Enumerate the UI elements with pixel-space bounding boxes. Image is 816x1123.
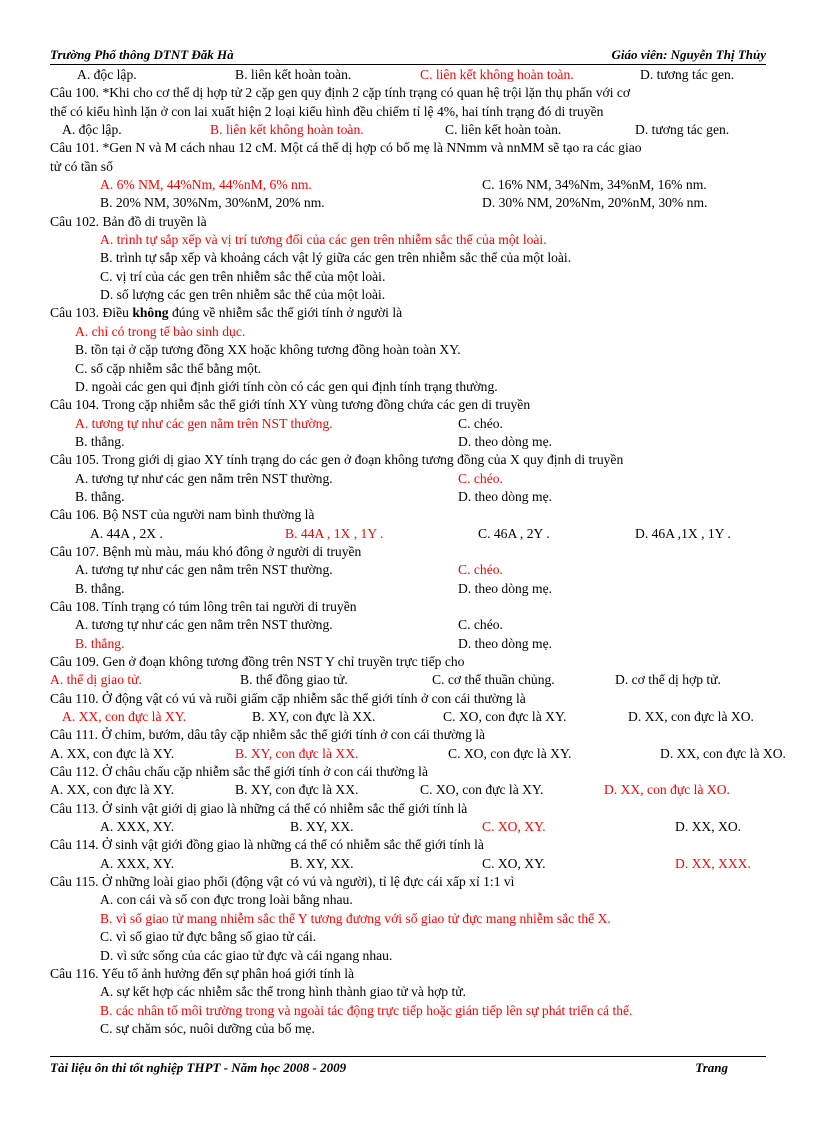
text-line <box>50 84 780 102</box>
text-segment: thể có kiểu hình lặn ở con lai xuất hiện 2 loại kiểu hình đều chiếm tỉ lệ 4%, hai tính trạng đó di truyền <box>50 103 604 119</box>
text-line <box>50 213 780 231</box>
text-segment: D. 46A ,1X , 1Y . <box>635 525 731 541</box>
text-segment: Câu 105. Trong giới dị giao XY tính trạng do các gen ở đoạn không tương đồng của X quy định di truyền <box>50 452 624 468</box>
text-segment: B. vì số giao tử mang nhiễm sắc thể Y tương đương với số giao tử đực mang nhiễm sắc thể X. <box>100 910 611 926</box>
text-line <box>50 873 780 891</box>
text-line <box>50 947 780 965</box>
text-segment: Câu 106. Bộ NST của người nam bình thường là <box>50 507 315 523</box>
text-line <box>50 965 780 983</box>
text-segment: Câu 109. Gen ở đoạn không tương đồng trên NST Y chỉ truyền trực tiếp cho <box>50 654 465 669</box>
text-line <box>50 818 780 836</box>
text-segment: B. thẳng. <box>75 580 125 596</box>
text-segment: D. XX, con đực là XO. <box>660 745 786 761</box>
text-segment: Câu 116. Yếu tố ảnh hưởng đến sự phân hoá giới tính là <box>50 965 355 981</box>
text-segment: A. XXX, XY. <box>100 855 175 871</box>
text-segment: A. tương tự như các gen nằm trên NST thường. <box>75 470 333 486</box>
text-segment: Câu 111. Ở chim, bướm, dâu tây cặp nhiễm sắc thể giới tính ở con cái thường là <box>50 727 486 743</box>
text-segment: A. tương tự như các gen nằm trên NST thường. <box>75 415 333 431</box>
text-line <box>50 139 780 157</box>
header-rule <box>50 64 766 65</box>
text-line <box>50 708 780 726</box>
text-segment: C. XO, XY. <box>482 819 546 835</box>
text-segment: B. trình tự sắp xếp và khoảng cách vật lý giữa các gen trên nhiễm sắc thể của một loài. <box>100 250 572 266</box>
school-name: Trường Phổ thông DTNT Đăk Hà <box>50 47 234 62</box>
text-segment: A. 6% NM, 44%Nm, 44%nM, 6% nm. <box>100 177 312 193</box>
text-segment: B. XY, con đực là XX. <box>235 782 359 798</box>
text-segment: B. các nhân tố môi trường trong và ngoài tác động trực tiếp hoặc gián tiếp lên sự phát triển cá thể. <box>100 1002 633 1018</box>
text-segment: D. XX, con đực là XO. <box>628 709 754 725</box>
text-segment: B. XY, XX. <box>290 819 354 835</box>
text-segment: C. XO, con đực là XY. <box>443 709 567 725</box>
text-line <box>50 249 780 267</box>
text-segment: Câu 101. *Gen N và M cách nhau 12 cM. Một cá thể dị hợp có bố mẹ là NNmm và nnMM sẽ tạo ra các giao <box>50 140 642 156</box>
text-segment: A. thể dị giao tử. <box>50 672 142 688</box>
text-line <box>50 525 780 543</box>
text-segment: D. XX, con đực là XO. <box>604 782 730 798</box>
text-line <box>50 396 780 414</box>
text-segment: Câu 108. Tính trạng có túm lông trên tai người di truyền <box>50 598 357 614</box>
text-segment: D. theo dòng mẹ. <box>458 635 553 651</box>
text-line <box>50 103 780 121</box>
text-line <box>50 378 780 396</box>
text-segment: B. liên kết không hoàn toàn. <box>210 122 364 138</box>
text-segment: B. tồn tại ở cặp tương đồng XX hoặc không tương đồng hoàn toàn XY. <box>75 342 461 358</box>
text-segment: B. thể đồng giao tử. <box>240 672 348 688</box>
text-segment: C. XO, XY. <box>482 855 546 871</box>
text-line <box>50 635 780 653</box>
text-segment: D. vì sức sống của các giao tử đực và cái ngang nhau. <box>100 947 393 963</box>
text-segment: C. liên kết không hoàn toàn. <box>420 67 574 82</box>
text-segment: C. 16% NM, 34%Nm, 34%nM, 16% nm. <box>482 177 707 193</box>
text-segment: A. trình tự sắp xếp và vị trí tương đối của các gen trên nhiễm sắc thể của một loài. <box>100 232 547 248</box>
text-segment: C. chéo. <box>458 617 503 633</box>
text-segment: A. XX, con đực là XY. <box>50 745 175 761</box>
text-segment: Câu 104. Trong cặp nhiễm sắc thể giới tính XY vùng tương đồng chứa các gen di truyền <box>50 397 531 413</box>
text-line <box>50 488 780 506</box>
text-segment: D. theo dòng mẹ. <box>458 580 553 596</box>
text-line <box>50 891 780 909</box>
text-line <box>50 415 780 433</box>
text-segment: B. thẳng. <box>75 488 125 504</box>
question-body <box>50 66 786 1038</box>
text-line <box>50 928 780 946</box>
text-segment: D. theo dòng mẹ. <box>458 488 553 504</box>
text-line <box>50 836 780 854</box>
text-line <box>50 506 780 524</box>
text-line <box>50 763 780 781</box>
text-line <box>50 231 780 249</box>
text-line <box>50 341 780 359</box>
text-segment: A. tương tự như các gen nằm trên NST thường. <box>75 617 333 633</box>
text-segment: C. XO, con đực là XY. <box>448 745 572 761</box>
text-segment: B. liên kết hoàn toàn. <box>235 67 352 82</box>
footer-page-label: Trang <box>695 1060 728 1075</box>
text-segment: D. theo dòng mẹ. <box>458 433 553 449</box>
text-segment: C. 46A , 2Y . <box>478 525 550 541</box>
text-segment: C. chéo. <box>458 562 503 578</box>
text-segment: C. cơ thể thuần chủng. <box>432 672 555 688</box>
text-segment: A. XX, con đực là XY. <box>50 782 175 798</box>
page-header <box>50 47 766 65</box>
text-segment: D. 30% NM, 20%Nm, 20%nM, 30% nm. <box>482 195 708 211</box>
text-line <box>50 671 780 689</box>
text-segment: Câu 100. *Khi cho cơ thể dị hợp tử 2 cặp gen quy định 2 cặp tính trạng có quan hệ trội lặn thụ phấn với cơ <box>50 85 631 101</box>
text-segment: C. sự chăm sóc, nuôi dưỡng của bố mẹ. <box>100 1020 315 1036</box>
footer-rule <box>50 1056 766 1057</box>
text-segment: Câu 113. Ở sinh vật giới dị giao là những cá thể có nhiễm sắc thể giới tính là <box>50 800 468 816</box>
text-line <box>50 304 780 322</box>
text-line <box>50 983 780 1001</box>
text-line <box>50 121 780 139</box>
text-segment: D. cơ thể dị hợp tử. <box>615 672 721 688</box>
footer-doc-title: Tài liệu ôn thi tốt nghiệp THPT - Năm học 2008 - 2009 <box>50 1060 347 1075</box>
text-segment: D. tương tác gen. <box>635 122 730 138</box>
text-line <box>50 194 780 212</box>
text-segment: D. tương tác gen. <box>640 67 735 82</box>
text-segment: Câu 110. Ở động vật có vú và ruồi giấm cặp nhiễm sắc thể giới tính ở con cái thường là <box>50 690 526 706</box>
text-line <box>50 433 780 451</box>
text-segment: C. vì số giao tử đực bằng số giao tử cái. <box>100 929 317 945</box>
text-line <box>50 323 780 341</box>
text-segment: C. XO, con đực là XY. <box>420 782 544 798</box>
text-line <box>50 1002 780 1020</box>
text-line <box>50 580 780 598</box>
text-line <box>50 745 786 763</box>
text-line <box>50 616 780 634</box>
text-segment: C. chéo. <box>458 470 503 486</box>
text-segment: B. 20% NM, 30%Nm, 30%nM, 20% nm. <box>100 195 325 211</box>
text-segment: tử có tần số <box>50 158 113 174</box>
text-line <box>50 176 780 194</box>
text-segment: C. chéo. <box>458 415 503 431</box>
text-line <box>50 690 780 708</box>
text-segment: C. liên kết hoàn toàn. <box>445 122 562 138</box>
text-line <box>50 470 780 488</box>
text-segment: Câu 112. Ở châu chấu cặp nhiễm sắc thể giới tính ở con cái thường là <box>50 764 428 780</box>
text-segment: A. XXX, XY. <box>100 819 175 835</box>
text-segment: Câu 114. Ở sinh vật giới đồng giao là những cá thể có nhiễm sắc thể giới tính là <box>50 837 484 853</box>
text-line <box>50 910 780 928</box>
text-segment: Câu 102. Bản đồ di truyền là <box>50 213 207 229</box>
text-segment: B. thẳng. <box>75 635 125 651</box>
text-segment: D. ngoài các gen qui định giới tính còn có các gen qui định tính trạng thường. <box>75 378 498 394</box>
text-segment: Câu 107. Bệnh mù màu, máu khó đông ở người di truyền <box>50 543 362 559</box>
teacher-name: Giáo viên: Nguyễn Thị Thủy <box>611 47 766 62</box>
text-line <box>50 268 780 286</box>
text-segment: C. số cặp nhiễm sắc thể bằng một. <box>75 360 262 376</box>
text-segment: B. XY, con đực là XX. <box>252 709 376 725</box>
text-segment: D. số lượng các gen trên nhiễm sắc thể của một loài. <box>100 287 386 303</box>
text-segment: B. XY, con đực là XX. <box>235 745 359 761</box>
text-segment: A. 44A , 2X . <box>90 525 163 541</box>
text-line <box>50 855 780 873</box>
text-segment: A. chỉ có trong tế bào sinh dục. <box>75 323 246 339</box>
text-line <box>50 561 780 579</box>
text-segment: A. độc lập. <box>62 122 122 138</box>
text-segment: D. XX, XO. <box>675 819 742 835</box>
text-line <box>50 543 780 561</box>
text-segment: B. XY, XX. <box>290 855 354 871</box>
text-segment: A. XX, con đực là XY. <box>62 709 187 725</box>
text-segment: A. con cái và số con đực trong loài bằng nhau. <box>100 892 353 908</box>
text-segment: A. độc lập. <box>77 67 137 82</box>
text-line <box>50 451 780 469</box>
text-segment: D. XX, XXX. <box>675 855 751 871</box>
text-segment: C. vị trí của các gen trên nhiễm sắc thể của một loài. <box>100 268 386 284</box>
text-line <box>50 158 780 176</box>
text-segment: A. sự kết hợp các nhiễm sắc thể trong hình thành giao tử và hợp tử. <box>100 984 467 1000</box>
text-segment: Câu 103. Điều không đúng về nhiễm sắc thể giới tính ở người là <box>50 305 403 321</box>
text-segment: A. tương tự như các gen nằm trên NST thường. <box>75 562 333 578</box>
text-line <box>50 66 780 84</box>
text-segment: Câu 115. Ở những loài giao phối (động vật có vú và người), tỉ lệ đực cái xấp xỉ 1:1 vì <box>50 874 515 890</box>
text-line <box>50 726 780 744</box>
text-line <box>50 653 780 671</box>
text-segment: B. thẳng. <box>75 433 125 449</box>
text-line <box>50 286 780 304</box>
text-line <box>50 800 780 818</box>
text-line <box>50 781 780 799</box>
text-line <box>50 598 780 616</box>
text-line <box>50 1020 780 1038</box>
text-line <box>50 360 780 378</box>
text-segment: B. 44A , 1X , 1Y . <box>285 525 384 541</box>
